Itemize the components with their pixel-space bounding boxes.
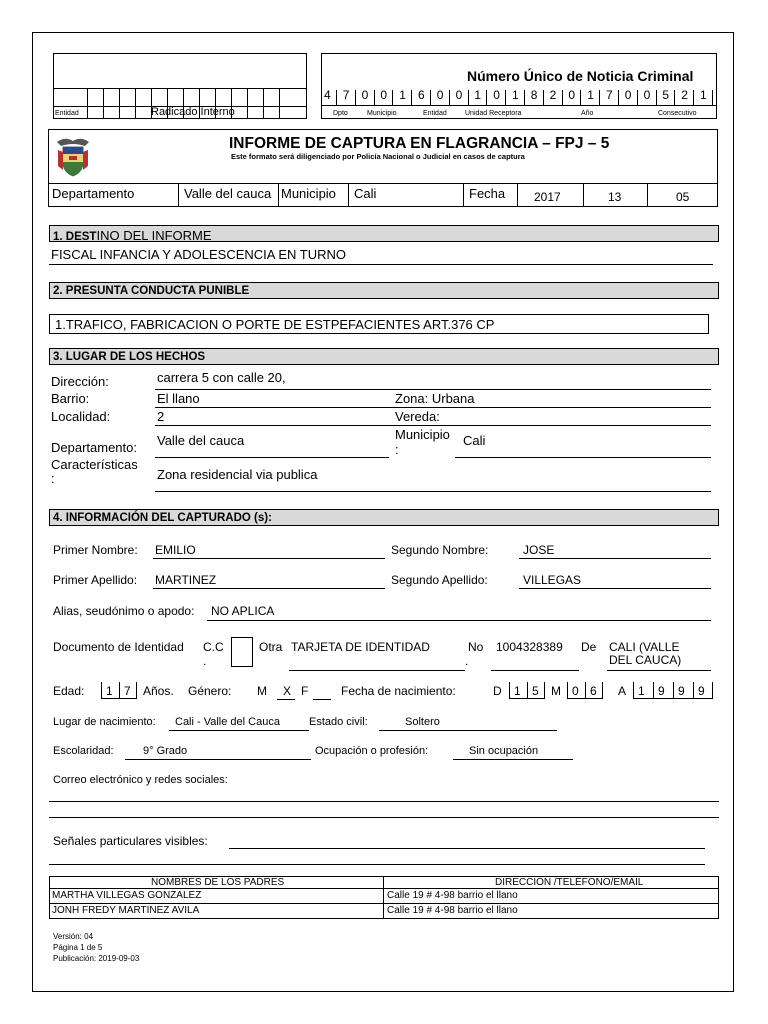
- alias-value: NO APLICA: [211, 604, 275, 618]
- nunc-digit-divider: [392, 90, 393, 105]
- caracteristicas-label-1: Características: [51, 457, 138, 472]
- municipio-value: Cali: [463, 433, 486, 448]
- estado-civil-label: Estado civil:: [309, 716, 368, 728]
- de-label: De: [581, 640, 597, 654]
- section3-header: 3. LUGAR DE LOS HECHOS: [49, 348, 719, 365]
- barrio-label: Barrio:: [51, 391, 90, 406]
- otra-value: TARJETA DE IDENTIDAD: [291, 640, 430, 654]
- colombia-coat-of-arms-icon: [55, 136, 91, 178]
- mes-cell: [585, 682, 603, 699]
- tb-fecha-day: 13: [608, 190, 622, 204]
- nunc-digit: 0: [493, 88, 500, 102]
- tb-fecha-year: 2017: [534, 190, 561, 204]
- m-value: X: [283, 684, 292, 698]
- municipio-label-2: :: [395, 442, 399, 457]
- municipio-label-1: Municipio: [395, 427, 450, 442]
- nunc-digit: 0: [568, 88, 576, 102]
- section1-header: 1. DESTINO DEL INFORME: [49, 225, 719, 242]
- nunc-label-entidad: Entidad: [423, 110, 447, 117]
- nunc-digit-divider: [618, 90, 619, 105]
- nunc-digit: 1: [587, 88, 594, 102]
- nunc-digit-divider: [524, 90, 525, 105]
- direccion-label: Dirección:: [51, 374, 109, 389]
- anio-digit: 9: [698, 684, 705, 698]
- cc-checkbox[interactable]: [231, 637, 253, 667]
- nunc-digit-divider: [355, 90, 356, 105]
- section1-title-light: INO DEL INFORME: [96, 228, 212, 243]
- dia-digit: 1: [514, 684, 521, 698]
- a-label: A: [618, 684, 627, 698]
- nunc-digit: 0: [380, 88, 388, 102]
- parent-1-name: MARTHA VILLEGAS GONZALEZ: [52, 890, 202, 901]
- nunc-digit-divider: [674, 90, 675, 105]
- nunc-digit: 1: [399, 88, 406, 102]
- nunc-digit: 6: [418, 88, 425, 102]
- ocupacion-label: Ocupación o profesión:: [315, 745, 429, 757]
- anio-cell: [693, 682, 713, 699]
- nunc-digit: 0: [455, 88, 463, 102]
- localidad-value: 2: [157, 409, 165, 424]
- segundo-apellido-value: VILLEGAS: [523, 573, 582, 587]
- vereda-label: Vereda:: [395, 409, 440, 424]
- nunc-digit: 7: [606, 88, 613, 102]
- segundo-nombre-label: Segundo Nombre:: [391, 543, 489, 557]
- barrio-value: El llano: [157, 391, 200, 406]
- tb-municipio-value: Cali: [354, 186, 377, 201]
- nunc-digit-divider: [599, 90, 600, 105]
- edad-cell: [119, 682, 137, 699]
- cc-dot: .: [203, 654, 207, 668]
- section2-value: 1.TRAFICO, FABRICACION O PORTE DE ESTPEFACIENTES ART.376 CP: [55, 317, 495, 332]
- mes-digit: 0: [572, 684, 579, 698]
- nunc-digit: 8: [530, 88, 538, 102]
- nunc-digit: 1: [512, 88, 519, 102]
- nunc-digit: 2: [549, 88, 557, 102]
- zona-label: Zona: Urbana: [395, 391, 475, 406]
- senales-label: Señales particulares visibles:: [53, 834, 208, 848]
- caracteristicas-label-2: :: [51, 471, 55, 486]
- nunc-digit-divider: [693, 90, 694, 105]
- nunc-label-anio: Año: [581, 110, 594, 117]
- otra-label: Otra: [259, 640, 283, 654]
- form-page: [32, 32, 734, 992]
- dia-digit: 5: [532, 684, 539, 698]
- nunc-digit-divider: [486, 90, 487, 105]
- nunc-digit: 1: [700, 88, 707, 102]
- estado-civil-value: Soltero: [405, 716, 440, 728]
- nunc-digit: 5: [662, 88, 670, 102]
- nunc-digit-divider: [411, 90, 412, 105]
- nunc-digit-divider: [374, 90, 375, 105]
- form-title: INFORME DE CAPTURA EN FLAGRANCIA – FPJ – 5: [229, 135, 610, 152]
- mes-digit: 6: [590, 684, 597, 698]
- nunc-digit: 2: [681, 88, 688, 102]
- radicado-label: Radicado Interno: [151, 106, 235, 118]
- nunc-digit: 0: [361, 88, 369, 102]
- nunc-label-consecutivo: Consecutivo: [658, 110, 697, 117]
- departamento-value: Valle del cauca: [157, 433, 245, 448]
- de-value-1: CALI (VALLE: [609, 640, 680, 654]
- nunc-digit-divider: [468, 90, 469, 105]
- footer-version: Versión: 04: [53, 932, 94, 941]
- nunc-digit: 0: [643, 88, 651, 102]
- de-value-2: DEL CAUCA): [609, 653, 682, 667]
- nunc-digit-divider: [449, 90, 450, 105]
- primer-apellido-label: Primer Apellido:: [53, 573, 138, 587]
- tb-departamento-value: Valle del cauca: [184, 186, 272, 201]
- nunc-digit-divider: [580, 90, 581, 105]
- departamento-label: Departamento:: [51, 440, 137, 455]
- edad-cell: [101, 682, 119, 699]
- tb-fecha-label: Fecha: [469, 186, 506, 201]
- dia-cell: [527, 682, 545, 699]
- segundo-nombre-value: JOSE: [523, 543, 555, 557]
- section1-value: FISCAL INFANCIA Y ADOLESCENCIA EN TURNO: [51, 247, 346, 262]
- nunc-label-dpto: Dpto: [333, 110, 348, 117]
- lugar-nac-label: Lugar de nacimiento:: [53, 716, 156, 728]
- anos-label: Años.: [143, 684, 174, 698]
- parent-2-name: JONH FREDY MARTINEZ AVILA: [52, 905, 200, 916]
- nunc-digit-divider: [562, 90, 563, 105]
- nunc-digit-divider: [656, 90, 657, 105]
- footer-pagina: Página 1 de 5: [53, 943, 103, 952]
- nunc-label-unidad: Unidad Receptora: [465, 110, 522, 117]
- cc-label: C.C: [203, 640, 224, 654]
- anio-digit: 9: [658, 684, 665, 698]
- caracteristicas-value: Zona residencial via publica: [157, 467, 318, 482]
- nunc-digit: 1: [474, 88, 482, 102]
- direccion-value: carrera 5 con calle 20,: [157, 370, 286, 385]
- primer-nombre-value: EMILIO: [155, 543, 196, 557]
- escolaridad-label: Escolaridad:: [53, 745, 114, 757]
- tb-municipio-label: Municipio: [281, 186, 336, 201]
- anio-digit: 1: [638, 684, 645, 698]
- mes-cell: [567, 682, 585, 699]
- genero-label: Género:: [188, 684, 232, 698]
- anio-cell: [673, 682, 693, 699]
- tb-departamento-label: Departamento: [52, 186, 135, 201]
- anio-digit: 9: [678, 684, 685, 698]
- nunc-digit-divider: [430, 90, 431, 105]
- fecha-nac-label: Fecha de nacimiento:: [341, 684, 456, 698]
- form-subtitle: Este formato será diligenciado por Policía Nacional o Judicial en casos de captura: [231, 152, 525, 161]
- f-label: F: [301, 684, 309, 698]
- nunc-digit: 4: [324, 88, 331, 102]
- primer-nombre-label: Primer Nombre:: [53, 543, 138, 557]
- primer-apellido-value: MARTINEZ: [155, 573, 217, 587]
- dia-cell: [509, 682, 527, 699]
- ocupacion-value: Sin ocupación: [469, 745, 539, 757]
- parent-1-address: Calle 19 # 4-98 barrio el llano: [387, 890, 518, 901]
- entidad-label: Entidad: [55, 110, 79, 117]
- nunc-digit: 0: [436, 88, 444, 102]
- no-label: No: [468, 640, 484, 654]
- parent-2-address: Calle 19 # 4-98 barrio el llano: [387, 905, 518, 916]
- documento-label: Documento de Identidad: [53, 640, 184, 654]
- section2-header: 2. PRESUNTA CONDUCTA PUNIBLE: [49, 282, 719, 299]
- parents-col1-header: NOMBRES DE LOS PADRES: [151, 877, 285, 888]
- nunc-digit-divider: [336, 90, 337, 105]
- nunc-digit: 0: [624, 88, 632, 102]
- section4-header: 4. INFORMACIÓN DEL CAPTURADO (s):: [49, 509, 719, 526]
- m-label: M: [257, 684, 267, 698]
- nunc-digit-divider: [505, 90, 506, 105]
- parents-col2-header: DIRECCIÓN /TELÉFONO/EMAIL: [495, 877, 644, 888]
- segundo-apellido-label: Segundo Apellido:: [391, 573, 488, 587]
- nunc-digit-divider: [637, 90, 638, 105]
- edad-digit: 1: [106, 684, 113, 698]
- nunc-digit: 7: [342, 88, 350, 102]
- nunc-digit-divider: [543, 90, 544, 105]
- nunc-title: Número Único de Noticia Criminal: [467, 68, 694, 84]
- anio-cell: [653, 682, 673, 699]
- anio-cell: [633, 682, 653, 699]
- nunc-digit-divider: [712, 90, 713, 105]
- d-label: D: [493, 684, 502, 698]
- alias-label: Alias, seudónimo o apodo:: [53, 604, 195, 618]
- edad-label: Edad:: [53, 684, 85, 698]
- footer-publicacion: Publicación: 2019-09-03: [53, 954, 140, 963]
- no-dot: .: [465, 654, 469, 668]
- escolaridad-value: 9° Grado: [143, 745, 188, 757]
- edad-digit: 7: [124, 684, 131, 698]
- tb-fecha-month: 05: [676, 190, 690, 204]
- localidad-label: Localidad:: [51, 409, 111, 424]
- mes-label: M: [551, 684, 561, 698]
- lugar-nac-value: Cali - Valle del Cauca: [175, 716, 280, 728]
- nunc-label-municipio: Municipio: [367, 110, 397, 117]
- no-value: 1004328389: [496, 640, 563, 654]
- correo-label: Correo electrónico y redes sociales:: [53, 774, 228, 786]
